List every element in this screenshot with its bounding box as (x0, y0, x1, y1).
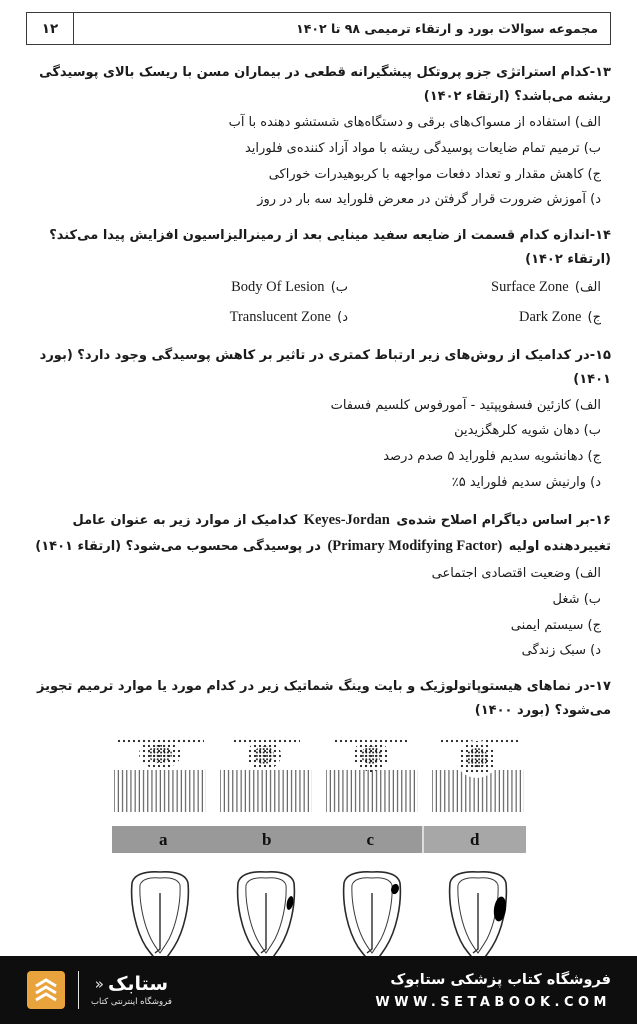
logo-subtitle: فروشگاه اینترنتی کتاب (91, 997, 172, 1007)
question-16 (26, 507, 611, 665)
footer-bar (0, 956, 637, 1024)
logo-chevron-icon: « (94, 975, 104, 993)
panel-label-a: a (159, 829, 168, 849)
option: الف) کازئین فسفوپپتید - آمورفوس کلسیم فسفات (330, 397, 601, 413)
option-marker: الف) (574, 280, 601, 296)
question-14 (26, 224, 611, 333)
panel-label-d: d (422, 826, 526, 853)
option (26, 273, 348, 303)
histology-panel-c (324, 734, 420, 814)
setabook-logo-icon (26, 970, 66, 1010)
logo-divider (78, 971, 79, 1009)
bitewing-teeth-row (97, 869, 541, 969)
question-15-options (26, 393, 611, 496)
logo-title: ستابک (107, 973, 169, 995)
histology-panel-d (430, 734, 526, 814)
option-marker: د) (337, 309, 348, 325)
question-16-stem (26, 507, 611, 561)
stem-text: کدامیک از موارد زیر به عنوان عامل تغییردهنده اولیه (72, 512, 611, 555)
option: ب) شغل (552, 591, 601, 607)
option-marker: ب) (330, 280, 348, 296)
option-marker: ج) (587, 309, 601, 325)
question-15-stem: ۱۵-در کدامیک از روش‌های زیر ارتباط کمتری در تاثیر بر کاهش پوسیدگی وجود دارد؟ (بورد ۱۴۰۱) (39, 347, 611, 387)
option: الف) استفاده از مسواک‌های برقی و دستگاه‌های شستشو دهنده با آب (228, 115, 601, 131)
option-term: Surface Zone (491, 279, 569, 296)
panel-label-c: c (366, 829, 375, 849)
page-number: ۱۲ (27, 13, 74, 44)
option: د) آموزش ضرورت قرار گرفتن در معرض فلوراید سه بار در روز (257, 192, 601, 208)
primary-modifying-factor-term: (Primary Modifying Factor) (327, 538, 503, 555)
question-14-stem: ۱۴-اندازه کدام قسمت از ضایعه سفید مینایی بعد از رمینرالیزاسیون افزایش پیدا می‌کند؟ (ارتقاء ۱۴۰۲) (49, 228, 611, 268)
stem-text: در پوسیدگی محسوب می‌شود؟ (ارتقاء ۱۴۰۱) (35, 539, 321, 555)
option (26, 303, 348, 333)
option (348, 273, 601, 303)
keyes-jordan-term: Keyes-Jordan (303, 511, 390, 528)
histopathology-figure (97, 734, 541, 969)
question-15 (26, 344, 611, 496)
page-header (26, 12, 611, 45)
tooth-diagram-d (442, 869, 514, 969)
histology-panel-a (112, 734, 208, 814)
option: الف) وضعیت اقتصادی اجتماعی (431, 566, 601, 582)
histology-panels (97, 734, 541, 814)
question-17-stem: ۱۷-در نماهای هیستوپاتولوژیک و بایت وینگ شماتیک زیر در کدام مورد یا موارد ترمیم تجویز می‌شود؟ (بورد ۱۴۰۰) (36, 679, 611, 719)
book-title: مجموعه سوالات بورد و ارتقاء ترمیمی ۹۸ تا ۱۴۰۲ (296, 21, 598, 36)
tooth-diagram-c (336, 869, 408, 969)
panel-label-b: b (262, 829, 272, 849)
option: د) وارنیش سدیم فلوراید ۵٪ (451, 474, 601, 490)
logo-text (91, 973, 172, 1007)
setabook-logo (26, 970, 172, 1010)
option (348, 303, 601, 333)
question-14-options (26, 273, 611, 332)
store-name: فروشگاه کتاب پزشکی ستابوک (390, 972, 611, 989)
question-16-options (26, 561, 611, 664)
histology-panel-b (218, 734, 314, 814)
panel-letters-bar (112, 826, 526, 853)
option: ب) ترمیم تمام ضایعات پوسیدگی ریشه با مواد آزاد کننده‌ی فلوراید (244, 140, 601, 156)
question-13 (26, 61, 611, 213)
option-term: Translucent Zone (229, 308, 331, 325)
option: ب) دهان شویه کلرهگزیدین (454, 423, 601, 439)
option: ج) کاهش مقدار و تعداد دفعات مواجهه با کربوهیدرات خوراکی (268, 166, 601, 182)
stem-text: ۱۶-بر اساس دیاگرام اصلاح شده‌ی (396, 512, 611, 528)
option: د) سبک زندگی (521, 643, 601, 659)
website-url: WWW.SETABOOK.COM (375, 994, 611, 1010)
option-term: Body Of Lesion (231, 279, 325, 296)
question-13-options (26, 110, 611, 213)
tooth-diagram-a (124, 869, 196, 969)
option: ج) سیستم ایمنی (510, 617, 601, 633)
option-term: Dark Zone (518, 308, 582, 325)
tooth-diagram-b (230, 869, 302, 969)
option: ج) دهانشویه سدیم فلوراید ۵ صدم درصد (383, 449, 601, 465)
question-17 (26, 675, 611, 723)
question-13-stem: ۱۳-کدام استراتژی جزو پروتکل پیشگیرانه قطعی در بیماران مسن با ریسک بالای پوسیدگی ریشه می‌باشد؟ (ارتقاء ۱۴۰۲) (39, 65, 611, 105)
store-block (375, 970, 611, 1009)
